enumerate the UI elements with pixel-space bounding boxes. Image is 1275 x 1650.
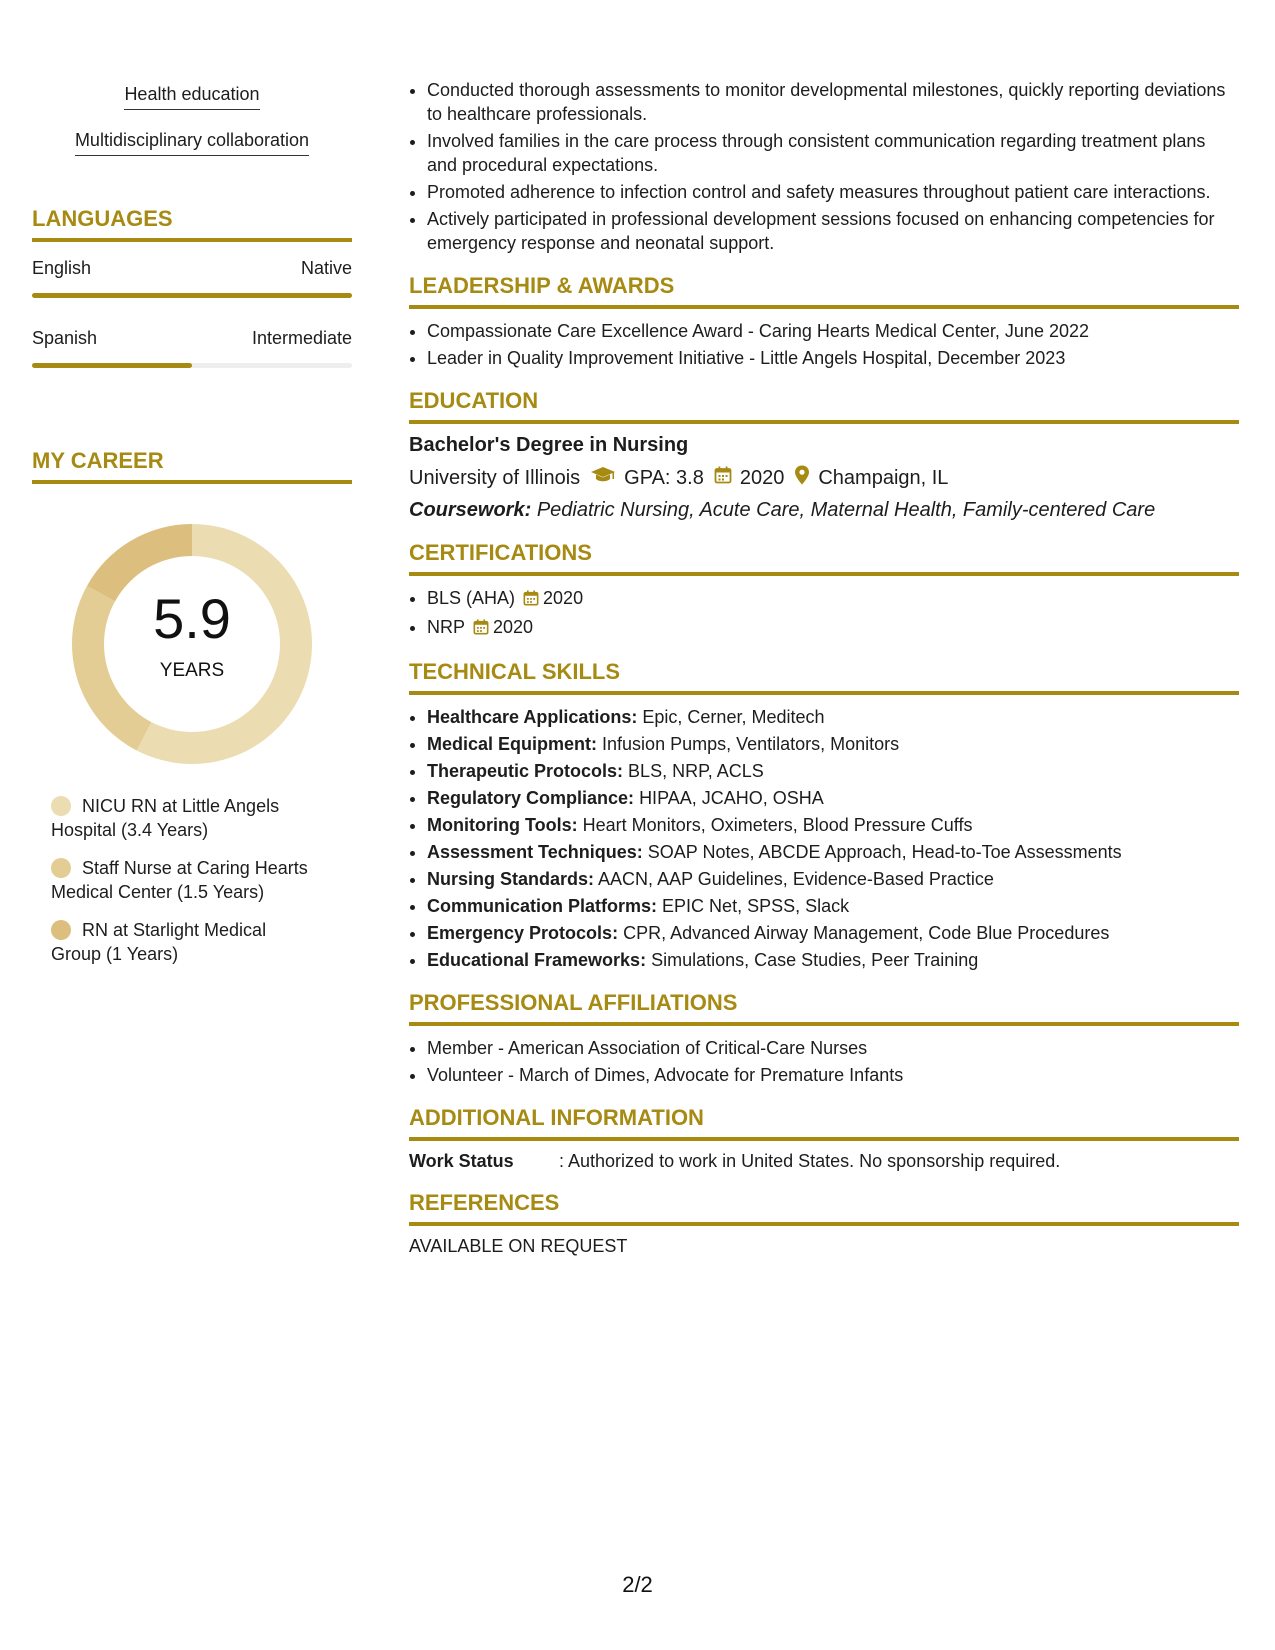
list-item <box>427 759 1239 783</box>
language-proficiency-bar <box>32 363 352 368</box>
list-item: • Involved families in the care process through consistent communication regarding treatment plans and procedural expectations. <box>427 129 1239 177</box>
list-item: • Conducted thorough assessments to monitor developmental milestones, quickly reporting deviations to healthcare professionals. <box>427 78 1239 126</box>
list-item <box>427 786 1239 810</box>
skill-value: Heart Monitors, Oximeters, Blood Pressure Cuffs <box>582 815 973 835</box>
calendar-icon <box>714 466 732 490</box>
affiliations-heading: PROFESSIONAL AFFILIATIONS <box>409 990 1239 1026</box>
career-legend-item <box>51 856 321 904</box>
list-item: • Compassionate Care Excellence Award - Caring Hearts Medical Center, June 2022 <box>427 319 1239 343</box>
affiliations-section <box>409 990 1239 1087</box>
school-location: Champaign, IL <box>818 466 949 489</box>
skill-value: BLS, NRP, ACLS <box>628 761 764 781</box>
skill-label: Healthcare Applications: <box>427 707 638 727</box>
cert-name: BLS (AHA) <box>427 588 516 608</box>
career-legend-text: RN at Starlight Medical Group (1 Years) <box>51 920 267 964</box>
skill-value: Epic, Cerner, Meditech <box>642 707 825 727</box>
career-heading: MY CAREER <box>32 448 352 484</box>
skill-label: Medical Equipment: <box>427 734 598 754</box>
skill-value: HIPAA, JCAHO, OSHA <box>639 788 824 808</box>
coursework-list: Pediatric Nursing, Acute Care, Maternal Health, Family-centered Care <box>536 499 1156 521</box>
additional-info-heading: ADDITIONAL INFORMATION <box>409 1105 1239 1141</box>
language-proficiency-fill <box>32 363 192 368</box>
gpa: GPA: 3.8 <box>624 466 704 489</box>
calendar-icon <box>473 617 489 641</box>
career-legend-text: Staff Nurse at Caring Hearts Medical Center (1.5 Years) <box>51 858 308 902</box>
graduation-year: 2020 <box>739 466 785 489</box>
skill-label: Educational Frameworks: <box>427 950 647 970</box>
awards-section <box>409 273 1239 370</box>
references-text: AVAILABLE ON REQUEST <box>409 1236 628 1256</box>
references-section <box>409 1190 1239 1257</box>
page-number: 2/2 <box>622 1572 653 1597</box>
right-column <box>409 78 1239 1257</box>
list-item: • Leader in Quality Improvement Initiative - Little Angels Hospital, December 2023 <box>427 346 1239 370</box>
references-heading: REFERENCES <box>409 1190 1239 1226</box>
skill-value: Simulations, Case Studies, Peer Training <box>651 950 979 970</box>
legend-dot <box>51 920 71 940</box>
technical-skills-heading: TECHNICAL SKILLS <box>409 659 1239 695</box>
language-name: English <box>32 258 92 278</box>
career-legend <box>32 794 352 966</box>
graduation-cap-icon <box>590 466 616 490</box>
list-item <box>427 921 1239 945</box>
cert-name: NRP <box>427 617 466 637</box>
language-level: Native <box>300 258 352 278</box>
skill-value: SOAP Notes, ABCDE Approach, Head-to-Toe Assessments <box>647 842 1122 862</box>
additional-info-section <box>409 1105 1239 1172</box>
language-proficiency-fill <box>32 293 352 298</box>
certifications-section <box>409 540 1239 641</box>
list-item <box>427 813 1239 837</box>
language-level: Intermediate <box>251 328 352 348</box>
work-status-label: Work Status <box>409 1151 514 1171</box>
skill-value: CPR, Advanced Airway Management, Code Blue Procedures <box>623 923 1110 943</box>
left-column <box>32 84 352 980</box>
skill-label: Communication Platforms: <box>427 896 658 916</box>
skill-label: Assessment Techniques: <box>427 842 643 862</box>
skill-label: Emergency Protocols: <box>427 923 619 943</box>
list-item: • Actively participated in professional development sessions focused on enhancing competencies for emergency response and neonatal support. <box>427 207 1239 255</box>
list-item <box>427 705 1239 729</box>
skill-value: Infusion Pumps, Ventilators, Monitors <box>602 734 900 754</box>
education-section <box>409 388 1239 522</box>
career-donut-chart <box>72 524 312 764</box>
technical-skills-section <box>409 659 1239 972</box>
coursework <box>409 499 1239 522</box>
career-legend-item <box>51 794 321 842</box>
skill-label: Therapeutic Protocols: <box>427 761 624 781</box>
awards-heading: LEADERSHIP & AWARDS <box>409 273 1239 309</box>
list-item <box>427 586 1239 612</box>
language-item <box>32 328 352 368</box>
language-proficiency-bar <box>32 293 352 298</box>
education-heading: EDUCATION <box>409 388 1239 424</box>
location-pin-icon <box>794 465 810 491</box>
calendar-icon <box>523 588 539 612</box>
list-item: • Promoted adherence to infection control and safety measures throughout patient care interactions. <box>427 180 1239 204</box>
languages-heading: LANGUAGES <box>32 206 352 242</box>
list-item: • Member - American Association of Critical-Care Nurses <box>427 1036 1239 1060</box>
list-item <box>427 867 1239 891</box>
career-total-unit: YEARS <box>159 660 225 681</box>
career-legend-text: NICU RN at Little Angels Hospital (3.4 Years) <box>51 796 280 840</box>
language-name: Spanish <box>32 328 98 348</box>
experience-bullets <box>409 78 1239 255</box>
cert-year: 2020 <box>543 588 584 608</box>
work-status-value: : Authorized to work in United States. No sponsorship required. <box>559 1151 1061 1171</box>
list-item <box>427 732 1239 756</box>
skill-value: AACN, AAP Guidelines, Evidence-Based Practice <box>598 869 994 889</box>
coursework-label: Coursework: <box>409 499 532 521</box>
school-name: University of Illinois <box>409 466 581 489</box>
list-item <box>427 840 1239 864</box>
skill-tag: Multidisciplinary collaboration <box>75 130 309 156</box>
skill-label: Regulatory Compliance: <box>427 788 635 808</box>
skill-label: Monitoring Tools: <box>427 815 578 835</box>
list-item <box>427 615 1239 641</box>
skill-label: Nursing Standards: <box>427 869 595 889</box>
degree-title: Bachelor's Degree in Nursing <box>409 434 689 456</box>
career-legend-item <box>51 918 321 966</box>
list-item <box>427 894 1239 918</box>
work-status-row <box>409 1151 1239 1172</box>
certifications-heading: CERTIFICATIONS <box>409 540 1239 576</box>
list-item: • Volunteer - March of Dimes, Advocate for Premature Infants <box>427 1063 1239 1087</box>
cert-year: 2020 <box>493 617 534 637</box>
skill-value: EPIC Net, SPSS, Slack <box>662 896 850 916</box>
skill-tag: Health education <box>124 84 259 110</box>
legend-dot <box>51 858 71 878</box>
list-item <box>427 948 1239 972</box>
education-details <box>409 465 1239 491</box>
legend-dot <box>51 796 71 816</box>
career-total-years: 5.9 <box>153 587 231 650</box>
language-item <box>32 258 352 298</box>
